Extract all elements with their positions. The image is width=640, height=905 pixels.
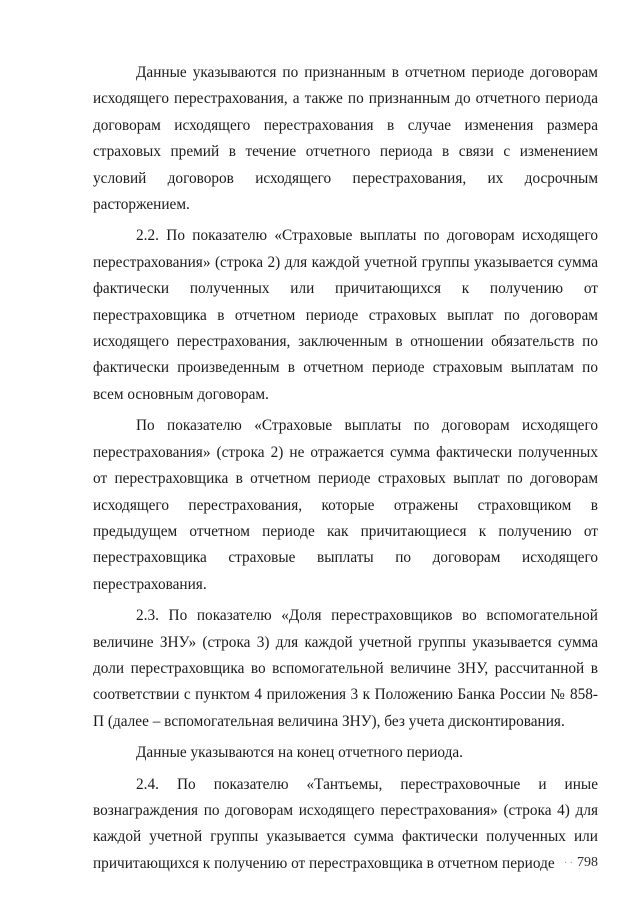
document-body — [93, 60, 598, 882]
paragraph-6: 2.4. По показателю «Тантьемы, перестраховочные и иные вознаграждения по договорам исходящего перестрахования» (строка 4) для каждой учетной группы указывается сумма фактически полученных или причитающихся к получению от перестраховщика в отчетном периоде — [93, 775, 598, 872]
paragraph-2: 2.2. По показателю «Страховые выплаты по договорам исходящего перестрахования» (строка 2) для каждой учетной группы указывается сумма фактически полученных или причитающихся к получению от перестраховщика в отчетном периоде страховых выплат по договорам исходящего перестрахования, заключенным в отношении обязательств по фактически произведенным в отчетном периоде страховым выплатам по всем основным договорам. — [93, 227, 598, 403]
page-number-value: 798 — [577, 855, 598, 870]
paragraph-4: 2.3. По показателю «Доля перестраховщиков во вспомогательной величине ЗНУ» (строка 3) для каждой учетной группы указывается сумма доли перестраховщика во вспомогательной величине ЗНУ, рассчитанной в соответствии с пунктом 4 приложения 3 к Положению Банка России № 858-П (далее – вспомогательная величина ЗНУ), без учета дисконтирования. — [93, 607, 598, 730]
page-number — [564, 855, 598, 871]
paragraph-5: Данные указываются на конец отчетного периода. — [136, 744, 464, 762]
scan-smudge: · · — [563, 858, 573, 869]
paragraph-3: По показателю «Страховые выплаты по договорам исходящего перестрахования» (строка 2) не отражается сумма фактически полученных от перестраховщика в отчетном периоде страховых выплат по договорам исходящего перестрахования, которые отражены страховщиком в предыдущем отчетном периоде как причитающиеся к получению от перестраховщика страховые выплаты по договорам исходящего перестрахования. — [93, 417, 598, 593]
paragraph-1: Данные указываются по признанным в отчетном периоде договорам исходящего перестрахования, а также по признанным до отчетного периода договорам исходящего перестрахования в случае изменения размера страховых премий в течение отчетного периода в связи с изменением условий договоров исходящего перестрахования, их досрочным расторжением. — [93, 64, 598, 214]
